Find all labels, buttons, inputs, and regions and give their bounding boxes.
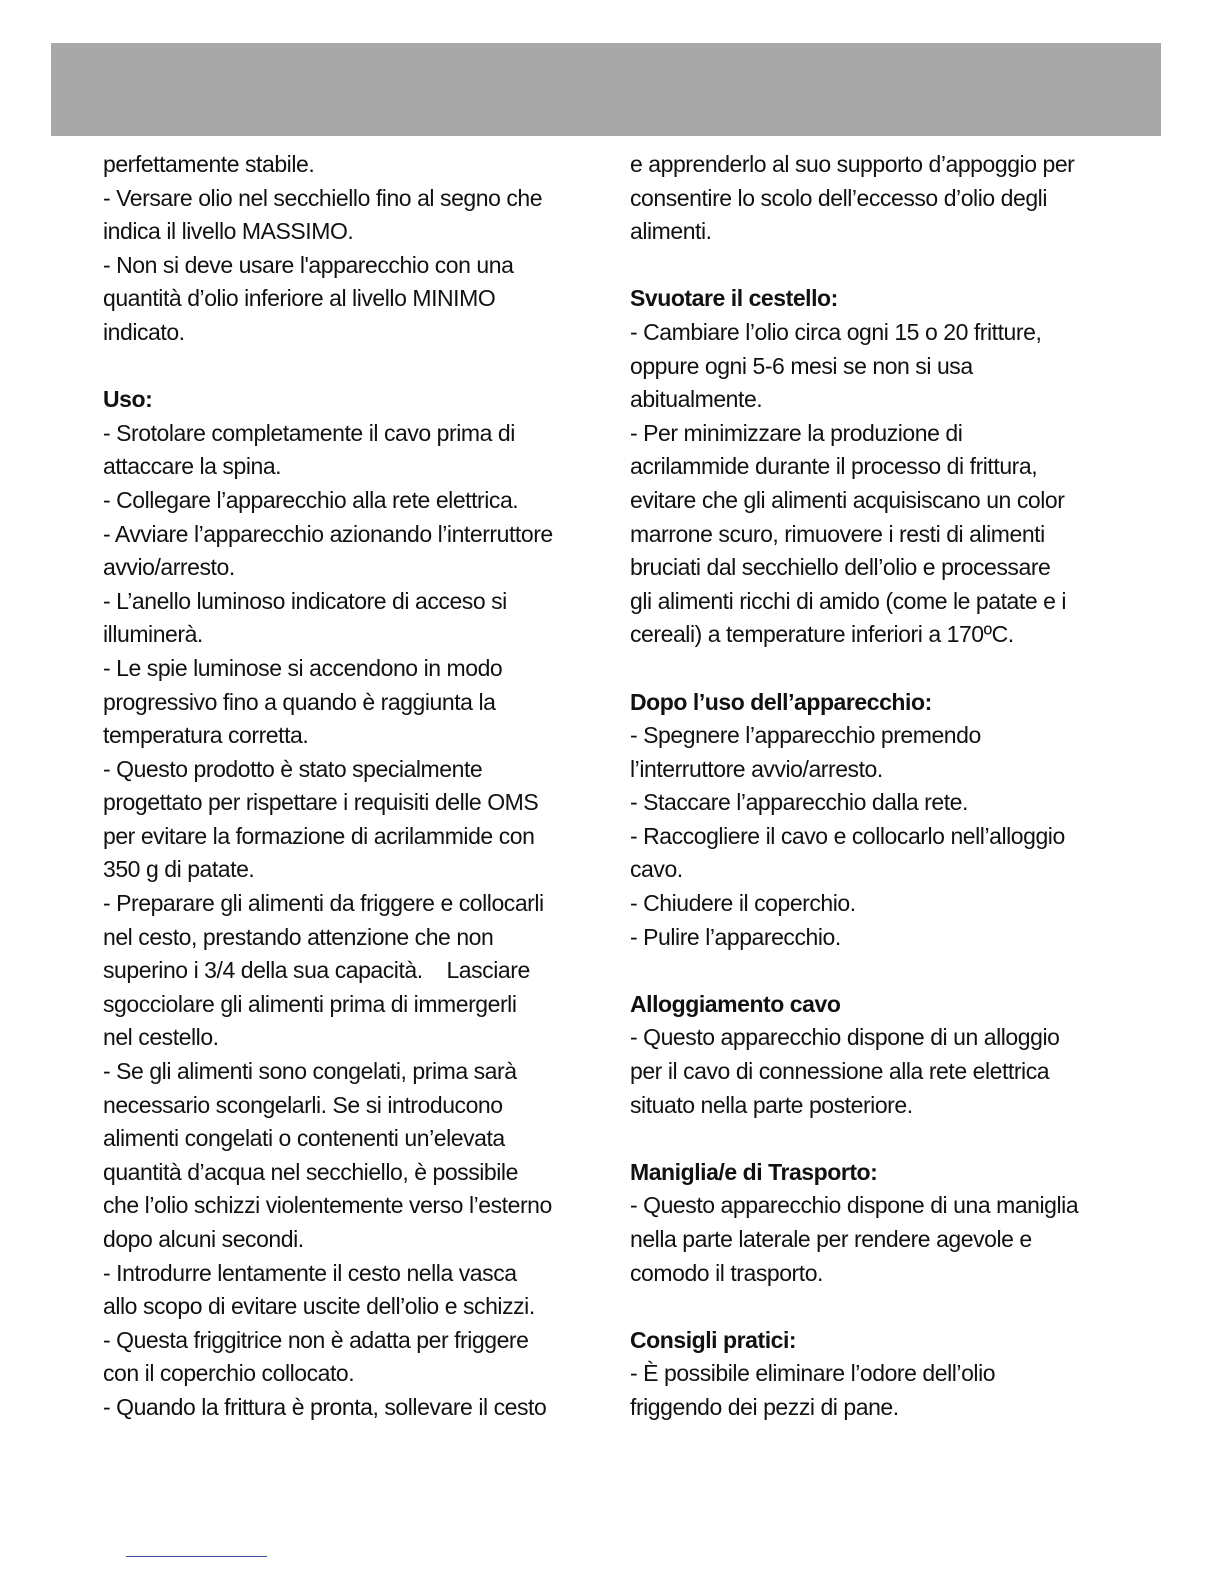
section-consigli [630, 1324, 1078, 1425]
section-alloggiamento [630, 988, 1078, 1122]
right-column [630, 148, 1078, 1425]
text-line: consentire lo scolo dell’eccesso d’olio degli [630, 184, 1047, 211]
text-line: - Pulire l’apparecchio. [630, 923, 841, 950]
text-line: quantità d’olio inferiore al livello MINIMO [103, 285, 496, 312]
text-line: avvio/arresto. [103, 554, 235, 581]
text-line: illuminerà. [103, 621, 203, 648]
text-line: e apprenderlo al suo supporto d’appoggio per [630, 151, 1075, 177]
text-line: nel cesto, prestando attenzione che non [103, 923, 494, 950]
text-line: con il coperchio collocato. [103, 1360, 355, 1387]
text-line: - Se gli alimenti sono congelati, prima sarà [103, 1058, 517, 1085]
left-column [103, 148, 553, 1425]
intro-block [103, 148, 553, 350]
text-line: - Introdurre lentamente il cesto nella vasca [103, 1259, 517, 1286]
spacer [630, 954, 1078, 988]
footer-rule [126, 1556, 267, 1557]
text-line: friggendo dei pezzi di pane. [630, 1393, 899, 1420]
section-maniglia [630, 1156, 1078, 1290]
text-line: per evitare la formazione di acrilammide con [103, 822, 535, 849]
text-line: - Srotolare completamente il cavo prima di [103, 419, 515, 446]
section-uso [103, 383, 553, 1424]
text-line: indicato. [103, 318, 185, 345]
text-line: alimenti. [630, 218, 712, 245]
text-line: - Questo apparecchio dispone di un alloggio [630, 1024, 1060, 1051]
text-line: indica il livello MASSIMO. [103, 218, 354, 245]
text-line: - Cambiare l’olio circa ogni 15 o 20 fritture, [630, 318, 1042, 345]
text-line: situato nella parte posteriore. [630, 1091, 913, 1118]
text-line: 350 g di patate. [103, 856, 255, 883]
section-svuotare [630, 282, 1078, 652]
text-line: sgocciolare gli alimenti prima di immergerli [103, 990, 517, 1017]
text-line: perfettamente stabile. [103, 151, 315, 177]
text-line: - Raccogliere il cavo e collocarlo nell’alloggio [630, 822, 1065, 849]
text-line: comodo il trasporto. [630, 1259, 823, 1286]
spacer [630, 652, 1078, 686]
spacer [630, 249, 1078, 283]
section-heading: Dopo l’uso dell’apparecchio: [630, 688, 932, 715]
text-line: nel cestello. [103, 1024, 219, 1051]
section-heading: Maniglia/e di Trasporto: [630, 1158, 878, 1185]
text-line: che l’olio schizzi violentemente verso l’esterno [103, 1192, 552, 1219]
text-line: attaccare la spina. [103, 453, 282, 480]
text-line: progettato per rispettare i requisiti delle OMS [103, 789, 539, 816]
text-line: marrone scuro, rimuovere i resti di alimenti [630, 520, 1045, 547]
text-line: - Avviare l’apparecchio azionando l’interruttore [103, 520, 553, 547]
text-line: progressivo fino a quando è raggiunta la [103, 688, 496, 715]
text-line: - È possibile eliminare l’odore dell’olio [630, 1360, 996, 1387]
text-line: - Questa friggitrice non è adatta per friggere [103, 1326, 529, 1353]
text-line: - L’anello luminoso indicatore di acceso si [103, 587, 507, 614]
text-line: - Non si deve usare l'apparecchio con una [103, 251, 514, 278]
section-heading: Uso: [103, 386, 153, 413]
text-line: cereali) a temperature inferiori a 170ºC. [630, 621, 1014, 648]
text-line: superino i 3/4 della sua capacità. Lasciare [103, 957, 530, 984]
text-line: dopo alcuni secondi. [103, 1226, 304, 1252]
text-line: - Per minimizzare la produzione di [630, 419, 963, 446]
intro-block [630, 148, 1078, 249]
section-dopo-uso [630, 686, 1078, 955]
text-line: per il cavo di connessione alla rete elettrica [630, 1058, 1050, 1085]
section-heading: Consigli pratici: [630, 1326, 797, 1353]
text-line: - Chiudere il coperchio. [630, 890, 856, 917]
text-line: gli alimenti ricchi di amido (come le patate e i [630, 587, 1067, 614]
text-line: necessario scongelarli. Se si introducono [103, 1091, 503, 1118]
text-line: temperatura corretta. [103, 722, 309, 749]
text-line: - Questo prodotto è stato specialmente [103, 755, 483, 782]
section-heading: Svuotare il cestello: [630, 285, 838, 312]
spacer [103, 350, 553, 384]
text-line: - Questo apparecchio dispone di una maniglia [630, 1192, 1079, 1219]
text-line: bruciati dal secchiello dell’olio e processare [630, 554, 1051, 581]
text-line: allo scopo di evitare uscite dell’olio e schizzi. [103, 1293, 535, 1320]
text-line: - Quando la frittura è pronta, sollevare il cesto [103, 1393, 547, 1420]
section-heading: Alloggiamento cavo [630, 990, 841, 1017]
spacer [630, 1290, 1078, 1324]
text-line: - Collegare l’apparecchio alla rete elettrica. [103, 486, 519, 513]
text-line: - Spegnere l’apparecchio premendo [630, 722, 981, 749]
text-line: evitare che gli alimenti acquisiscano un color [630, 486, 1065, 513]
header-band [51, 43, 1161, 136]
text-line: oppure ogni 5-6 mesi se non si usa [630, 352, 973, 379]
text-line: - Le spie luminose si accendono in modo [103, 654, 503, 681]
text-line: quantità d’acqua nel secchiello, è possibile [103, 1158, 518, 1185]
text-line: alimenti congelati o contenenti un’elevata [103, 1125, 505, 1152]
text-line: - Staccare l’apparecchio dalla rete. [630, 789, 968, 816]
text-line: abitualmente. [630, 386, 763, 413]
text-line: l’interruttore avvio/arresto. [630, 755, 883, 782]
text-line: nella parte laterale per rendere agevole e [630, 1226, 1032, 1252]
text-line: - Preparare gli alimenti da friggere e collocarli [103, 890, 544, 917]
spacer [630, 1122, 1078, 1156]
text-line: - Versare olio nel secchiello fino al segno che [103, 184, 543, 211]
text-line: acrilammide durante il processo di frittura, [630, 453, 1038, 480]
text-line: cavo. [630, 856, 683, 883]
